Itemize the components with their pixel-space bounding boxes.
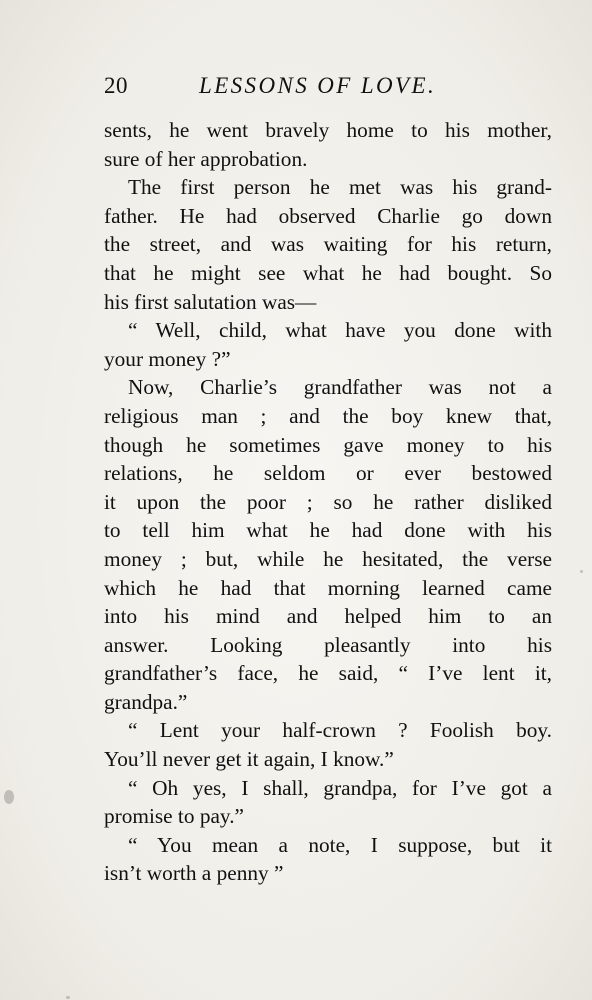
text-line: You’ll never get it again, I know.” — [104, 747, 394, 772]
paper-speck — [66, 996, 70, 999]
text-line: religious man ; and the boy knew that, — [104, 403, 552, 428]
text-line: sents, he went bravely home to his mother, — [104, 118, 552, 142]
text-line: that he might see what he had bought. So — [104, 260, 552, 285]
text-line: your money ?” — [104, 346, 231, 371]
text-line: “ Well, child, what have you done with — [128, 318, 552, 343]
text-line: though he sometimes gave money to his — [104, 432, 552, 457]
text-line: grandfather’s face, he said, “ I’ve lent it, — [104, 661, 552, 686]
text-line: “ You mean a note, I suppose, but it — [128, 832, 552, 857]
paper-speck — [580, 570, 583, 573]
text-line: sure of her approbation. — [104, 146, 308, 171]
text-line: which he had that morning learned came — [104, 575, 552, 600]
text-line: isn’t worth a penny ” — [104, 861, 284, 886]
running-head — [104, 69, 474, 103]
text-line: Now, Charlie’s grandfather was not a — [128, 375, 552, 400]
text-line: his first salutation was— — [104, 289, 317, 314]
text-line: relations, he seldom or ever bestowed — [104, 461, 552, 486]
text-line: promise to pay.” — [104, 804, 244, 829]
text-line: money ; but, while he hesitated, the verse — [104, 546, 552, 571]
text-line: the street, and was waiting for his return, — [104, 232, 552, 257]
book-title: LESSONS OF LOVE. — [199, 73, 437, 98]
text-line: grandpa.” — [104, 689, 188, 714]
text-line: father. He had observed Charlie go down — [104, 203, 552, 228]
text-line: “ Lent your half-crown ? Foolish boy. — [128, 718, 552, 743]
text-line: answer. Looking pleasantly into his — [104, 632, 552, 657]
page-number: 20 — [104, 73, 128, 98]
paper-speck — [4, 790, 14, 804]
text-line: it upon the poor ; so he rather disliked — [104, 489, 552, 514]
body-text — [104, 116, 552, 888]
text-line: The first person he met was his grand- — [128, 175, 552, 200]
text-line: into his mind and helped him to an — [104, 604, 552, 629]
text-line: to tell him what he had done with his — [104, 518, 552, 543]
text-line: “ Oh yes, I shall, grandpa, for I’ve got a — [128, 775, 552, 800]
